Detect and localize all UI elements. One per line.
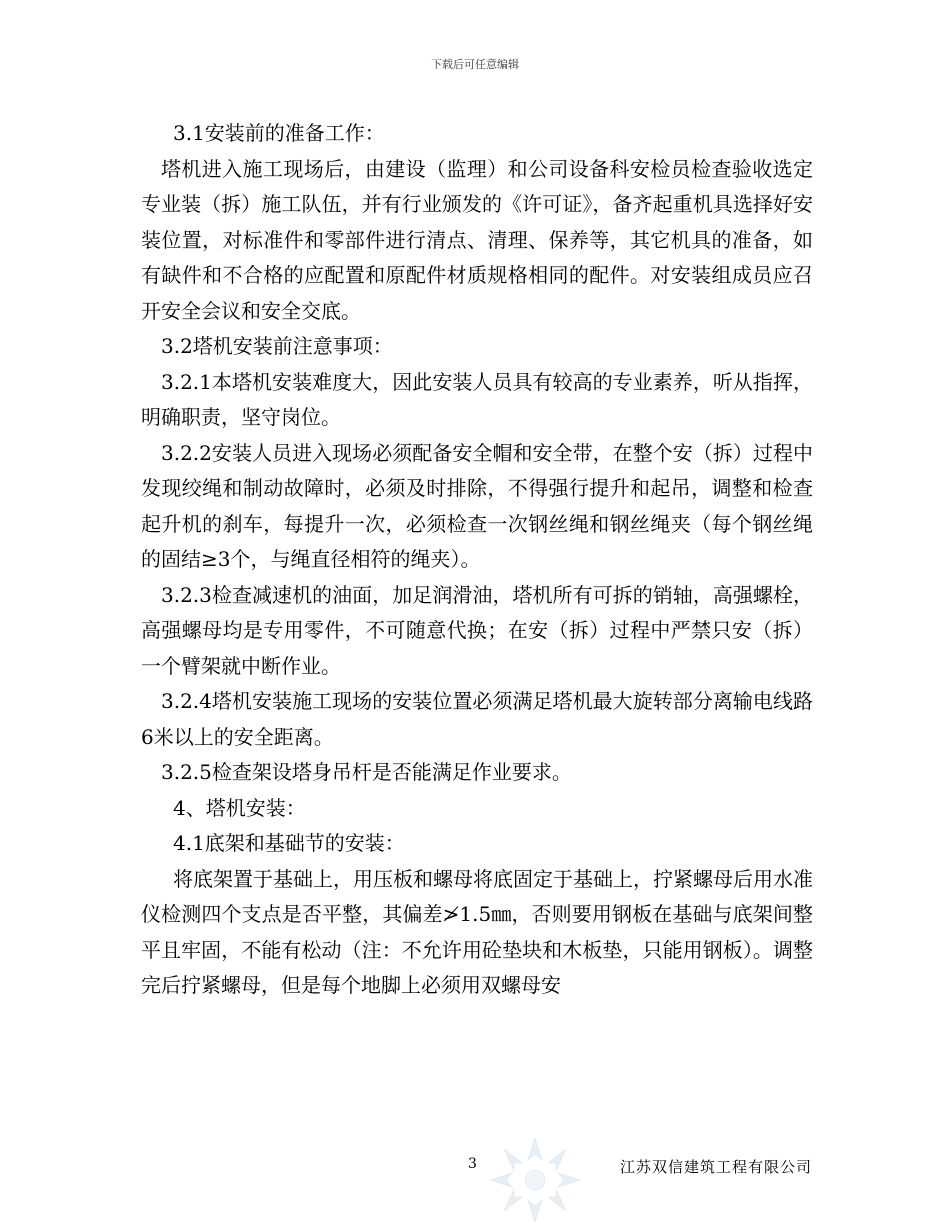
paragraph-3-2-2: 3.2.2安装人员进入现场必须配备安全帽和安全带，在整个安（拆）过程中发现绞绳和制动故障时，必须及时排除，不得强行提升和起吊，调整和检查起升机的刹车，每提升一次，必须检查一次钢丝绳和钢丝绳夹（每个钢丝绳的固结≥3个，与绳直径相符的绳夹）。 (141, 440, 813, 571)
paragraph-4-1-body: 将底架置于基础上，用压板和螺母将底固定于基础上，拧紧螺母后用水准仪检测四个支点是否平整，其偏差≯1.5㎜，否则要用钢板在基础与底架间整平且牢固，不能有松动（注：不允许用砼垫块和木板垫，只能用钢板）。调整完后拧紧螺母，但是每个地脚上必须用双螺母安 (141, 866, 813, 997)
paragraph-3-2-3: 3.2.3检查减速机的油面，加足润滑油，塔机所有可拆的销轴，高强螺栓，高强螺母均是专用零件，不可随意代换；在安（拆）过程中严禁只安（拆）一个臂架就中断作业。 (141, 582, 813, 678)
document-body (141, 116, 813, 1004)
paragraph-3-1-heading: 3.1安装前的准备工作： (173, 121, 385, 145)
paragraph-3-1-body: 塔机进入施工现场后，由建设（监理）和公司设备科安检员检查验收选定专业装（拆）施工队伍，并有行业颁发的《许可证》，备齐起重机具选择好安装位置，对标准件和零部件进行清点、清理、保养等，其它机具的准备，如有缺件和不合格的应配置和原配件材质规格相同的配件。对安装组成员应召开安全会议和安全交底。 (141, 156, 813, 323)
paragraph-4-1-heading: 4.1底架和基础节的安装： (173, 831, 405, 855)
company-name: 江苏双信建筑工程有限公司 (620, 1158, 813, 1176)
header-note: 下载后可任意编辑 (431, 58, 519, 71)
page-number: 3 (468, 1156, 477, 1172)
paragraph-4-heading: 4、塔机安装： (173, 795, 306, 820)
paragraph-3-2-4: 3.2.4塔机安装施工现场的安装位置必须满足塔机最大旋转部分离输电线路6米以上的安全距离。 (141, 689, 813, 749)
paragraph-3-2-1: 3.2.1本塔机安装难度大，因此安装人员具有较高的专业素养，听从指挥，明确职责，坚守岗位。 (141, 369, 813, 429)
paragraph-3-2-heading: 3.2塔机安装前注意事项： (161, 334, 393, 358)
paragraph-3-2-5: 3.2.5检查架设塔身吊杆是否能满足作业要求。 (161, 760, 572, 784)
company-logo-watermark-icon (480, 1130, 590, 1230)
